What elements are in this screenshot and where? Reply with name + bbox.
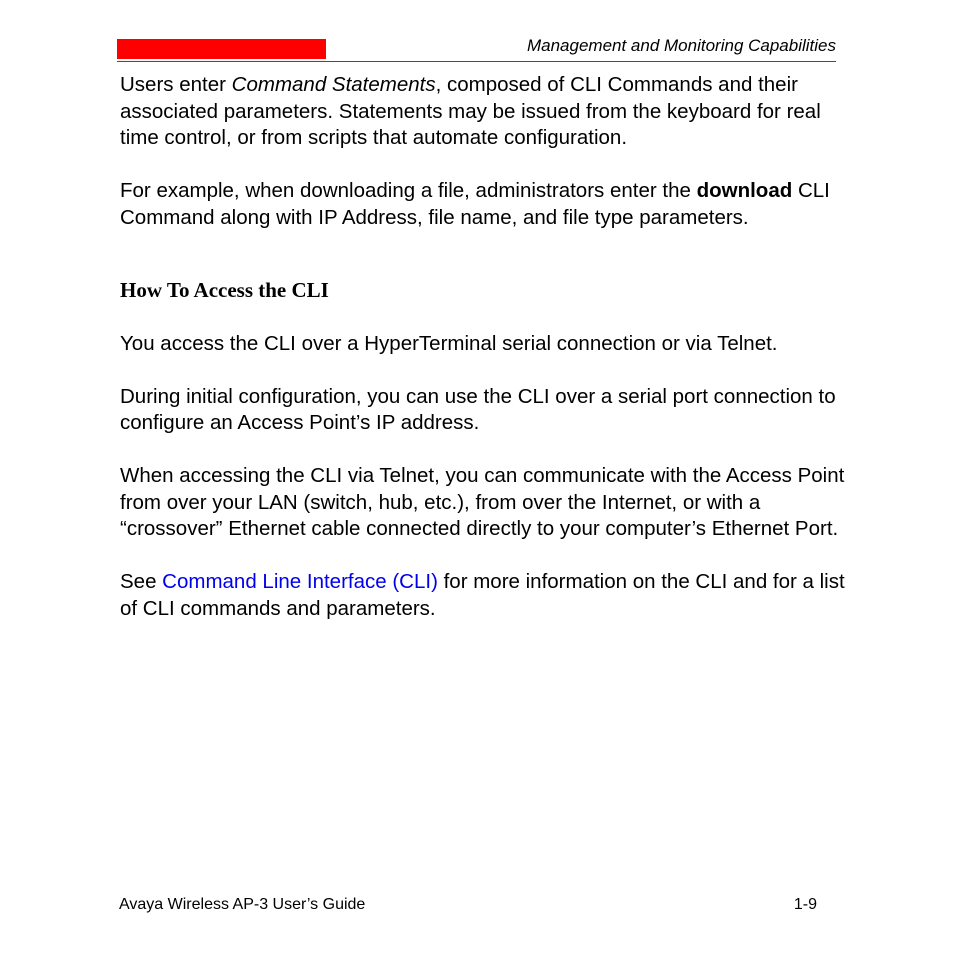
- text: See: [120, 570, 163, 593]
- footer-guide-title: Avaya Wireless AP-3 User’s Guide: [119, 896, 366, 913]
- text: , composed of CLI Commands and their associated parameters. Statements may be issued from the keyboard for real time control, or from scripts that automate configuration.: [120, 73, 821, 149]
- cli-reference-link[interactable]: Command Line Interface (CLI): [162, 570, 438, 593]
- paragraph-access-methods: You access the CLI over a HyperTerminal serial connection or via Telnet.: [120, 331, 778, 355]
- text: for more information on the CLI and for a list of CLI commands and parameters.: [120, 570, 845, 620]
- paragraph-see-also: [120, 569, 845, 622]
- text: CLI Command along with IP Address, file name, and file type parameters.: [120, 179, 830, 229]
- running-header: Management and Monitoring Capabilities: [526, 36, 836, 55]
- paragraph-command-statements: [120, 72, 845, 152]
- paragraph-telnet-access: When accessing the CLI via Telnet, you can communicate with the Access Point from over your LAN (switch, hub, etc.), from over the Internet, or with a “crossover” Ethernet cable connected directly to your computer’s Ethernet Port.: [120, 464, 845, 540]
- bold-download-command: download: [696, 179, 793, 202]
- header-color-bar: [117, 39, 326, 59]
- emphasis-command-statements: Command Statements: [231, 73, 436, 96]
- text: Users enter: [120, 73, 232, 96]
- footer-page-number: 1-9: [793, 896, 817, 913]
- section-heading: How To Access the CLI: [120, 278, 329, 302]
- paragraph-initial-configuration: During initial configuration, you can use the CLI over a serial port connection to configure an Access Point’s IP address.: [120, 384, 836, 434]
- paragraph-download-example: [120, 178, 845, 231]
- page-content: [120, 72, 845, 622]
- text: For example, when downloading a file, administrators enter the: [120, 179, 697, 202]
- header-rule: [117, 61, 836, 62]
